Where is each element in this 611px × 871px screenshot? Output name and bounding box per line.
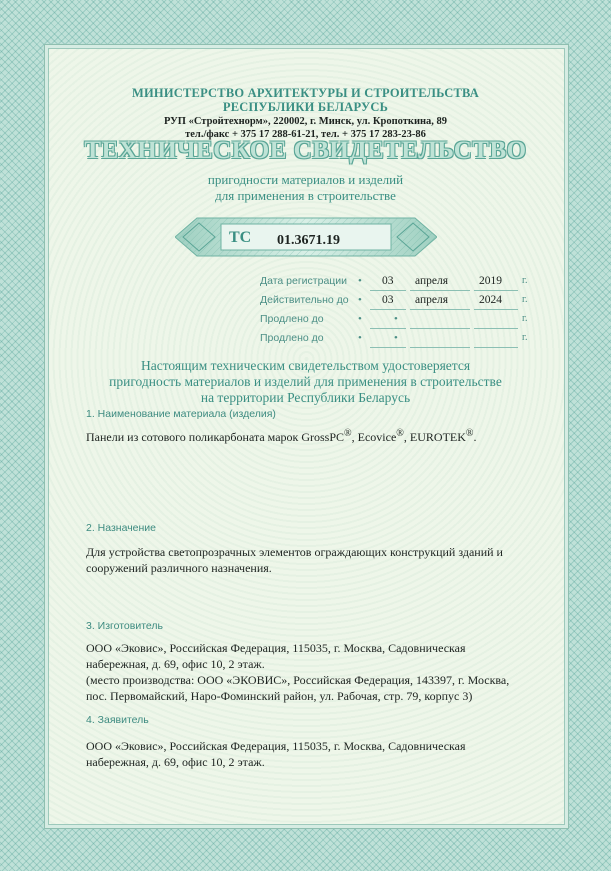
date-suffix: г. (522, 275, 528, 286)
certificate-number: 01.3671.19 (277, 233, 340, 248)
date-label: Дата регистрации (260, 275, 348, 287)
section-applicant-text (86, 738, 546, 770)
applicant-line-2: набережная, д. 69, офис 10, 2 этаж. (86, 755, 265, 769)
underline (370, 309, 406, 310)
underline (474, 328, 518, 329)
brand-ecovice: Ecovice (357, 430, 397, 444)
section-manufacturer-text (86, 640, 546, 704)
org-address: РУП «Стройтехнорм», 220002, г. Минск, ул. Кропоткина, 89 (163, 116, 448, 127)
registered-mark: ® (344, 428, 352, 439)
date-suffix: г. (522, 313, 528, 324)
section-purpose-heading: 2. Назначение (86, 522, 157, 534)
period: . (473, 430, 477, 444)
bullet: • (394, 313, 398, 325)
section-material-heading: 1. Наименование материала (изделия) (86, 408, 276, 420)
registered-mark: ® (396, 428, 404, 439)
dates-block (260, 275, 530, 351)
registered-mark: ® (465, 428, 474, 439)
subtitle-line-2: для применения в строительстве (215, 188, 396, 203)
date-label: Продлено до (260, 332, 324, 344)
date-row-registration (260, 275, 530, 294)
statement-line-2: пригодность материалов и изделий для применения в строительстве (109, 374, 502, 389)
manufacturer-line-1: ООО «Эковис», Российская Федерация, 115035, г. Москва, Садовническая (86, 641, 466, 655)
brand-eurotek: EUROTEK (409, 430, 466, 444)
document-subtitle (48, 172, 563, 204)
date-month: апреля (415, 294, 448, 306)
section-material-text (86, 426, 546, 445)
org-phone: тел./факс + 375 17 288-61-21, тел. + 375 17 283-23-86 (185, 129, 426, 140)
underline (410, 347, 470, 348)
section-applicant-heading: 4. Заявитель (86, 714, 149, 726)
date-row-extended-1 (260, 313, 530, 332)
date-day: 03 (382, 275, 394, 287)
subtitle-line-1: пригодности материалов и изделий (207, 172, 404, 187)
purpose-line-1: Для устройства светопрозрачных элементов ограждающих конструкций зданий и (86, 545, 503, 559)
document-title: ТЕХНИЧЕСКОЕ СВИДЕТЕЛЬСТВО (84, 137, 527, 164)
purpose-line-2: сооружений различного назначения. (86, 561, 272, 575)
ministry-line-2: РЕСПУБЛИКИ БЕЛАРУСЬ (222, 100, 389, 114)
date-row-valid-until (260, 294, 530, 313)
date-month: апреля (415, 275, 448, 287)
underline (370, 290, 406, 291)
bullet: • (358, 275, 362, 287)
date-year: 2024 (479, 294, 502, 306)
underline (370, 347, 406, 348)
underline (474, 347, 518, 348)
underline (410, 309, 470, 310)
statement-line-1: Настоящим техническим свидетельством удостоверяется (140, 358, 471, 373)
certification-statement (48, 358, 563, 406)
underline (410, 290, 470, 291)
section-manufacturer-heading: 3. Изготовитель (86, 620, 163, 632)
date-year: 2019 (479, 275, 502, 287)
bullet: • (358, 332, 362, 344)
applicant-line-1: ООО «Эковис», Российская Федерация, 115035, г. Москва, Садовническая (86, 739, 466, 753)
statement-line-3: на территории Республики Беларусь (200, 390, 411, 405)
bullet: • (358, 313, 362, 325)
manufacturer-line-2: набережная, д. 69, офис 10, 2 этаж. (86, 657, 265, 671)
certificate-prefix: ТС (229, 229, 252, 246)
date-day: 03 (382, 294, 394, 306)
underline (410, 328, 470, 329)
underline (474, 309, 518, 310)
underline (474, 290, 518, 291)
section-purpose-text (86, 544, 546, 576)
manufacturer-line-4: пос. Первомайский, Наро-Фоминский район, ул. Рабочая, стр. 79, корпус 3) (86, 689, 473, 703)
bullet: • (358, 294, 362, 306)
bullet: • (394, 332, 398, 344)
date-suffix: г. (522, 332, 528, 343)
date-row-extended-2 (260, 332, 530, 351)
ministry-line-1: МИНИСТЕРСТВО АРХИТЕКТУРЫ И СТРОИТЕЛЬСТВА (132, 86, 479, 100)
separator: , (351, 430, 358, 444)
material-text: Панели из сотового поликарбоната марок GrossPC (86, 430, 345, 444)
separator: , (403, 430, 410, 444)
ministry-heading (48, 86, 563, 114)
date-label: Продлено до (260, 313, 324, 325)
manufacturer-line-3: (место производства: ООО «ЭКОВИС», Российская Федерация, 143397, г. Москва, (86, 673, 510, 687)
underline (370, 328, 406, 329)
date-label: Действительно до (260, 294, 349, 306)
date-suffix: г. (522, 294, 528, 305)
